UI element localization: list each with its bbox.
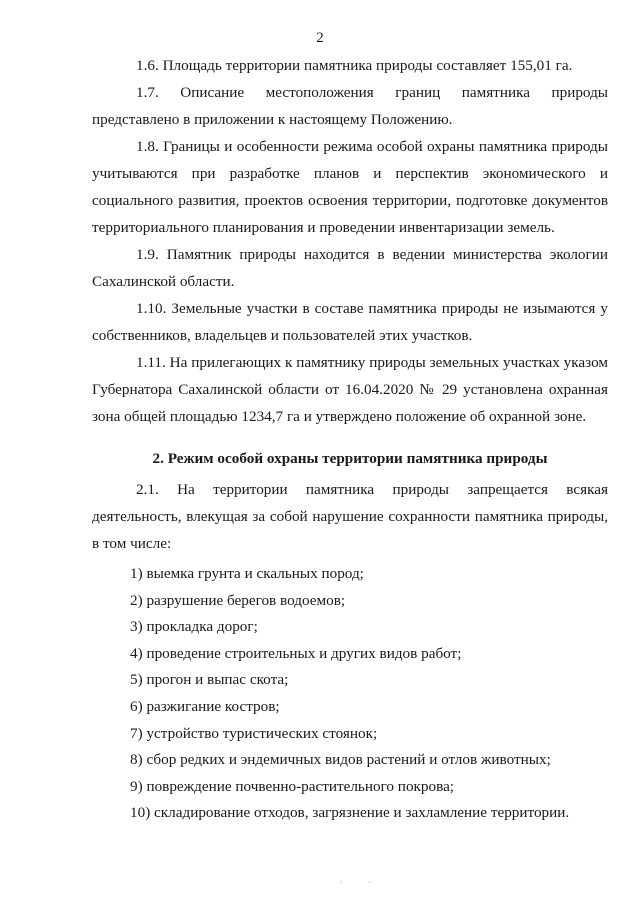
list-item: 6) разжигание костров; (130, 697, 280, 715)
paragraph-1-7: 1.7. Описание местоположения границ памятника природы представлено в приложении к настоящему Положению. (92, 84, 608, 128)
paragraph-1-9: 1.9. Памятник природы находится в ведении министерства экологии Сахалинской области. (92, 246, 608, 290)
paragraph-1-6: 1.6. Площадь территории памятника природы составляет 155,01 га. (136, 57, 573, 74)
prohibited-activities-list (92, 561, 608, 827)
paragraph-1-10: 1.10. Земельные участки в составе памятника природы не изымаются у собственников, владельцев и пользователей этих участков. (92, 300, 608, 344)
list-item: 5) прогон и выпас скота; (130, 671, 289, 689)
scan-specks: · · (340, 878, 384, 887)
list-item: 3) прокладка дорог; (130, 618, 258, 636)
list-item: 4) проведение строительных и других видов работ; (130, 644, 462, 662)
paragraph-2-1: 2.1. На территории памятника природы запрещается всякая деятельность, влекущая за собой нарушение сохранности памятника природы, в том числе: (92, 481, 608, 552)
paragraph-1-11: 1.11. На прилегающих к памятнику природы земельных участках указом Губернатора Сахалинской области от 16.04.2020 № 29 установлена охранная зона общей площадью 1234,7 га и утверждено положение об охранной зоне. (92, 354, 608, 425)
section-2-heading: 2. Режим особой охраны территории памятника природы (152, 450, 548, 467)
list-item: 8) сбор редких и эндемичных видов растений и отлов животных; (130, 751, 551, 769)
list-item: 10) складирование отходов, загрязнение и захламление территории. (130, 804, 570, 822)
list-item: 1) выемка грунта и скальных пород; (130, 565, 364, 582)
page-number: 2 (316, 30, 324, 46)
list-item: 9) повреждение почвенно-растительного покрова; (130, 777, 455, 795)
list-item: 7) устройство туристических стоянок; (130, 724, 378, 742)
list-item: 2) разрушение берегов водоемов; (130, 591, 346, 609)
paragraph-1-8: 1.8. Границы и особенности режима особой охраны памятника природы учитываются при разработке планов и перспектив экономического и социального развития, проектов освоения территории, подготовке документов территориального планирования и проведении инвентаризации земель. (92, 138, 608, 236)
document-body (92, 52, 608, 827)
